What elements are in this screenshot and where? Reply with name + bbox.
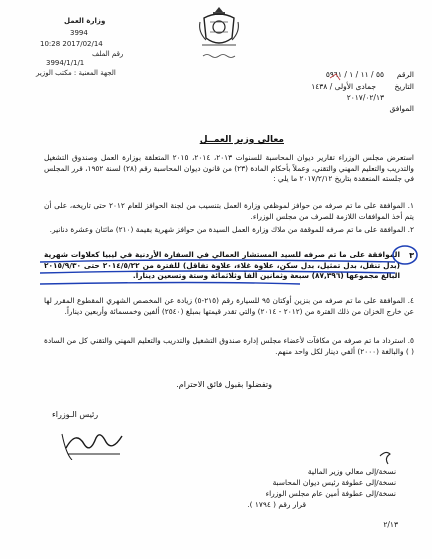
copy-line-2: نسخة/إلى عطوفة رئيس ديوان المحاسبة bbox=[272, 478, 396, 487]
agree-label: الموافق bbox=[389, 104, 414, 113]
hijri-date: جمادى الأولى / ١٤٣٨ bbox=[311, 82, 376, 91]
stamp-org: وزارة العمل bbox=[64, 17, 106, 25]
date-label: التاريخ bbox=[394, 82, 414, 91]
gregorian-date: ٢٠١٧/٠٢/١٣ bbox=[346, 93, 384, 102]
stamp-datetime: 10:28 2017/02/14 bbox=[40, 40, 103, 48]
stamp-file-ref: 3994/1/1/1 bbox=[46, 59, 85, 67]
item-2: ٢. الموافقة على ما تم صرفه للموقفة من ملاك وزارة العمل السيدة من حوافز شهرية بقيمة (٢١٠) مائتان وعشرة دنانير. bbox=[49, 225, 414, 234]
page-number: ٢/١٣ bbox=[383, 520, 398, 529]
intro-paragraph: استعرض مجلس الوزراء تقارير ديوان المحاسبة للسنوات ٢٠١٣، ٢٠١٤، ٢٠١٥ المتعلقة بوزارة العمل وصندوق التشغيل والتدريب والتعليم المهني والتقني، وعملاً بأحكام المادة (٢٣) من قانون ديوان المحاسبة رقم (٢٨) لسنة ١٩٥٢، قرر المجلس في جلسته المنعقدة بتاريخ ٢٠١٧/٢/١٢ ما يلي : bbox=[44, 153, 414, 184]
stamp-file-label: رقم الملف bbox=[92, 50, 124, 58]
salutation: معالي وزير العمــل bbox=[199, 135, 284, 145]
pm-signature bbox=[60, 426, 132, 460]
item-5: ٥. استرداد ما تم صرفه من مكافآت لأعضاء مجلس إدارة صندوق التشغيل والتدريب والتعليم المهني والتقني كل من السادة ( ) والبالغة (٢٠٠٠) ألفي دينار لكل واحد منهم. bbox=[44, 336, 414, 356]
copy-line-3: نسخة/إلى عطوفة أمين عام مجلس الوزراء bbox=[265, 489, 396, 498]
closing-line: وتفضلوا بقبول فائق الاحترام. bbox=[176, 380, 272, 389]
stamp-number: 3994 bbox=[70, 29, 88, 37]
signatory-title: رئيس الـوزراء bbox=[52, 410, 99, 419]
item-3-number: ٣ bbox=[409, 251, 414, 260]
item-4: ٤. الموافقة على ما تم صرفه من بنزين أوكتان ٩٥ للسيارة رقم (٢١٥-٥) زيادة عن المخصص الشهري المقطوع المقرر لها عن خارج الخزان من ذلك الفترة من (٢٠١٢ - ٢٠١٤) والتي تقدر قيمتها بمبلغ (٢٥٤٠) ألفين وخمسمائة وأربعين ديناراً. bbox=[44, 296, 414, 316]
copy-line-1: نسخة/إلى معالي وزير المالية bbox=[307, 467, 396, 476]
crest-caption-logo bbox=[202, 52, 236, 58]
item-1: ١. الموافقة على ما تم صرفه من حوافز لموظفي وزارة العمل بتنسيب من لجنة الحوافز للعام ٢٠١٢ حتى تاريخه، على أن يتم أخذ الموافقات اللازمة للصرف من مجلس الوزراء. bbox=[44, 201, 414, 221]
ref-label: الرقم bbox=[396, 70, 414, 79]
copy-line-4: قرار رقم ( ١٧٩٤ ). bbox=[247, 500, 306, 509]
ref-value: ٥٥ / ١١ / ١ / ٥٩٦١ bbox=[325, 70, 384, 79]
item-3: الموافقة على ما تم صرفه للسيد المستشار العمالي في السفارة الأردنية في ليبيا كعلاوات شهرية (بدل تنقل، بدل تمثيل، بدل سكن، علاوة غلاء، علاوة تفاقل) للفترة من ٢٠١٤/٥/٢٢ حتى ٢٠١٥/٩/٣٠ البالغ مجموعها (٨٧,٣٩٦) سبعة وثمانين ألفاً وثلاثمائة وستة وتسعين ديناراً. bbox=[44, 250, 400, 281]
stamp-department: الجهة المعنية : مكتب الوزير bbox=[36, 69, 116, 77]
royal-crest-icon bbox=[196, 4, 242, 50]
